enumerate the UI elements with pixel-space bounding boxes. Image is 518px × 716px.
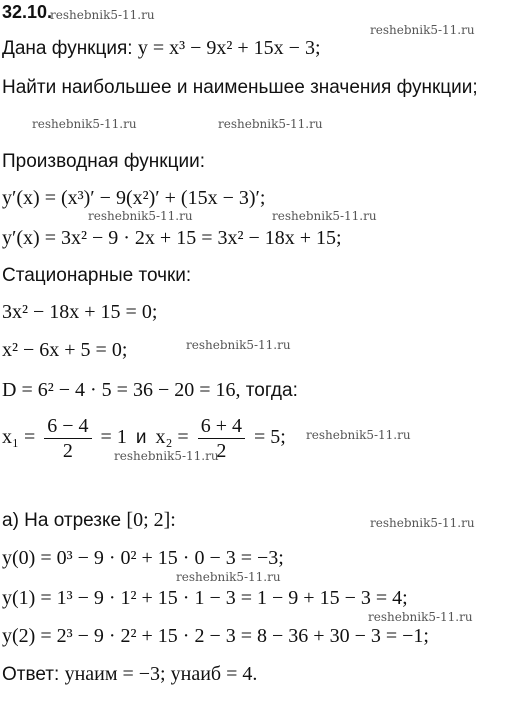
- discriminant-line: [2, 378, 298, 403]
- watermark: reshebnik5-11.ru: [370, 23, 475, 37]
- equation-line-2: x² − 6x + 5 = 0;: [2, 339, 128, 361]
- watermark: reshebnik5-11.ru: [32, 117, 137, 131]
- x2-numerator: 6 + 4: [198, 414, 245, 439]
- given-function-line: [2, 36, 321, 61]
- watermark: reshebnik5-11.ru: [88, 209, 193, 223]
- watermark: reshebnik5-11.ru: [176, 570, 281, 584]
- equation-line-1: 3x² − 18x + 15 = 0;: [2, 301, 158, 323]
- x1-denominator: 2: [62, 439, 73, 462]
- watermark: reshebnik5-11.ru: [186, 338, 291, 352]
- given-label: Дана функция:: [2, 38, 133, 59]
- x2-label: x₂ =: [155, 426, 189, 448]
- value-y0: y(0) = 0³ − 9 · 0² + 15 · 0 − 3 = −3;: [2, 547, 284, 569]
- watermark: reshebnik5-11.ru: [306, 428, 411, 442]
- segment-label: а) На отрезке: [2, 510, 122, 531]
- then-word: тогда:: [245, 380, 298, 401]
- and-word: и: [135, 427, 147, 448]
- x2-value: = 5;: [254, 426, 286, 448]
- watermark: reshebnik5-11.ru: [370, 516, 475, 530]
- answer-line: [2, 662, 257, 687]
- problem-number: 32.10.: [2, 2, 53, 22]
- segment-interval: [0; 2]:: [126, 509, 176, 531]
- discriminant-formula: D = 6² − 4 · 5 = 36 − 20 = 16,: [2, 379, 241, 401]
- x1-numerator: 6 − 4: [44, 414, 91, 439]
- stationary-heading: Стационарные точки:: [2, 265, 192, 286]
- answer-formula: yнаим = −3; yнаиб = 4.: [64, 663, 258, 685]
- x1-fraction: [44, 414, 91, 463]
- derivative-line-1: y′(x) = (x³)′ − 9(x²)′ + (15x − 3)′;: [2, 187, 266, 209]
- x1-value: = 1: [100, 426, 127, 448]
- value-y1: y(1) = 1³ − 9 · 1² + 15 · 1 − 3 = 1 − 9 + 15 − 3 = 4;: [2, 587, 408, 609]
- x1-label: x₁ =: [2, 426, 36, 448]
- derivative-heading: Производная функции:: [2, 151, 205, 172]
- derivative-line-2: y′(x) = 3x² − 9 · 2x + 15 = 3x² − 18x + 15;: [2, 227, 342, 249]
- answer-label: Ответ:: [2, 664, 60, 685]
- watermark: reshebnik5-11.ru: [368, 610, 473, 624]
- task-line: Найти наибольшее и наименьшее значения функции;: [2, 77, 478, 98]
- segment-line: [2, 508, 176, 533]
- watermark: reshebnik5-11.ru: [114, 449, 219, 463]
- x2-denominator: 2: [216, 439, 227, 462]
- watermark: reshebnik5-11.ru: [50, 8, 155, 22]
- given-formula: y = x³ − 9x² + 15x − 3;: [137, 37, 321, 59]
- watermark: reshebnik5-11.ru: [218, 117, 323, 131]
- value-y2: y(2) = 2³ − 9 · 2² + 15 · 2 − 3 = 8 − 36 + 30 − 3 = −1;: [2, 625, 429, 647]
- watermark: reshebnik5-11.ru: [272, 209, 377, 223]
